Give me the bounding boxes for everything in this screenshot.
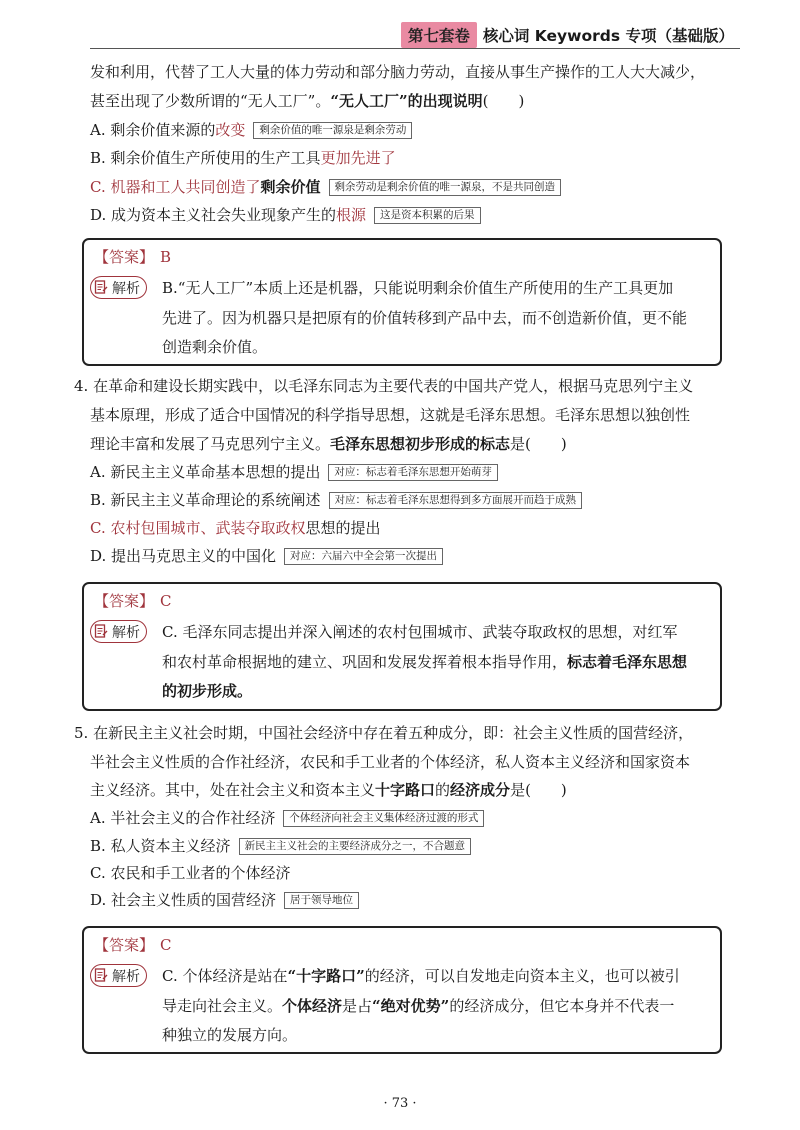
q5-explanation-line1: C. 个体经济是站在“十字路口”的经济，可以自发地走向资本主义，也可以被引 — [162, 967, 680, 985]
q3-stem-line2: 甚至出现了少数所谓的“无人工厂”。“无人工厂”的出现说明( ) — [90, 92, 525, 110]
q4-stem-line2: 基本原理，形成了适合中国情况的科学指导思想，这就是毛泽东思想。毛泽东思想以独创性 — [90, 406, 691, 424]
q4-answer-box — [82, 582, 722, 711]
q4-option-b[interactable]: B. 新民主主义革命理论的系统阐述 对应：标志着毛泽东思想得到多方面展开而趋于成熟 — [90, 490, 582, 510]
q3-option-b[interactable]: B. 剩余价值生产所使用的生产工具更加先进了 — [90, 149, 396, 167]
q4-note-b: 对应：标志着毛泽东思想得到多方面展开而趋于成熟 — [329, 492, 583, 509]
q4-answer: 【答案】 C — [94, 592, 172, 610]
document-icon — [94, 968, 108, 983]
q3-note-a: 剩余价值的唯一源泉是剩余劳动 — [253, 122, 412, 139]
q3-explanation-line2: 先进了。因为机器只是把原有的价值转移到产品中去，而不创造新价值，更不能 — [162, 309, 688, 327]
q4-stem-line3: 理论丰富和发展了马克思列宁主义。毛泽东思想初步形成的标志是( ) — [90, 435, 567, 453]
q4-option-d[interactable]: D. 提出马克思主义的中国化 对应：六届六中全会第一次提出 — [90, 546, 443, 566]
q4-explanation-line3: 的初步形成。 — [162, 682, 253, 700]
q4-stem-line1: 4. 在革命和建设长期实践中，以毛泽东同志为主要代表的中国共产党人，根据马克思列宁主义 — [74, 377, 694, 395]
q4-explanation-line1: C. 毛泽东同志提出并深入阐述的农村包围城市、武装夺取政权的思想，对红军 — [162, 623, 678, 641]
q5-option-c[interactable]: C. 农民和手工业者的个体经济 — [90, 864, 291, 882]
q5-note-a: 个体经济向社会主义集体经济过渡的形式 — [283, 810, 484, 827]
q3-jiexi-label: 解析 — [90, 276, 147, 299]
q5-stem-line3: 主义经济。其中，处在社会主义和资本主义十字路口的经济成分是( ) — [90, 781, 567, 799]
q4-option-c[interactable]: C. 农村包围城市、武装夺取政权思想的提出 — [90, 519, 381, 537]
q4-explanation-line2: 和农村革命根据地的建立、巩固和发展发挥着根本指导作用，标志着毛泽东思想 — [162, 653, 688, 671]
q5-note-d: 居于领导地位 — [284, 892, 359, 909]
q5-explanation-line2: 导走向社会主义。个体经济是占“绝对优势”的经济成分，但它本身并不代表一 — [162, 997, 675, 1015]
q5-stem-line1: 5. 在新民主主义社会时期，中国社会经济中存在着五种成分，即：社会主义性质的国营经济， — [74, 724, 694, 742]
q3-note-c: 剩余劳动是剩余价值的唯一源泉，不是共同创造 — [329, 179, 562, 196]
q5-answer: 【答案】 C — [94, 936, 172, 954]
q5-note-b: 新民主主义社会的主要经济成分之一，不合题意 — [239, 838, 472, 855]
q5-stem-line2: 半社会主义性质的合作社经济，农民和手工业者的个体经济，私人资本主义经济和国家资本 — [90, 753, 691, 771]
q4-note-d: 对应：六届六中全会第一次提出 — [284, 548, 443, 565]
q3-answer-box — [82, 238, 722, 366]
page-number: · 73 · — [383, 1096, 417, 1111]
q3-answer: 【答案】 B — [94, 248, 172, 266]
q4-note-a: 对应：标志着毛泽东思想开始萌芽 — [328, 464, 498, 481]
q4-jiexi-label: 解析 — [90, 620, 147, 643]
document-icon — [94, 624, 108, 639]
q5-explanation-line3: 种独立的发展方向。 — [162, 1026, 298, 1044]
q4-option-a[interactable]: A. 新民主主义革命基本思想的提出 对应：标志着毛泽东思想开始萌芽 — [90, 462, 498, 482]
header-title: 核心词 Keywords 专项（基础版） — [482, 27, 734, 45]
q3-explanation-line3: 创造剩余价值。 — [162, 338, 268, 356]
q3-note-d: 这是资本积累的后果 — [374, 207, 481, 224]
q5-answer-box — [82, 926, 722, 1054]
q5-option-b[interactable]: B. 私人资本主义经济 新民主主义社会的主要经济成分之一，不合题意 — [90, 836, 471, 856]
page-header — [401, 22, 734, 48]
q5-option-a[interactable]: A. 半社会主义的合作社经济 个体经济向社会主义集体经济过渡的形式 — [90, 808, 484, 828]
q3-option-a[interactable]: A. 剩余价值来源的改变 剩余价值的唯一源泉是剩余劳动 — [90, 120, 412, 140]
q5-jiexi-label: 解析 — [90, 964, 147, 987]
q3-option-d[interactable]: D. 成为资本主义社会失业现象产生的根源 这是资本积累的后果 — [90, 205, 481, 225]
q5-option-d[interactable]: D. 社会主义性质的国营经济 居于领导地位 — [90, 890, 359, 910]
q3-stem-line1: 发和利用，代替了工人大量的体力劳动和部分脑力劳动，直接从事生产操作的工人大大减少， — [90, 63, 706, 81]
document-icon — [94, 280, 108, 295]
q3-option-c[interactable]: C. 机器和工人共同创造了剩余价值 剩余劳动是剩余价值的唯一源泉，不是共同创造 — [90, 177, 561, 197]
header-divider — [90, 48, 740, 49]
q3-explanation-line1: B.“无人工厂”本质上还是机器，只能说明剩余价值生产所使用的生产工具更加 — [162, 279, 674, 297]
volume-tag: 第七套卷 — [401, 22, 477, 48]
